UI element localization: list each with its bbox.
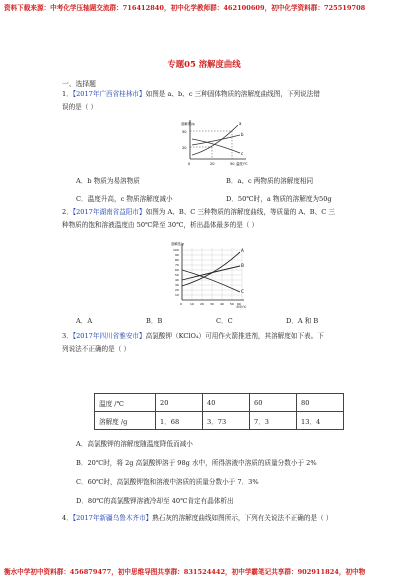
question-3-option-b: B．20℃时，将 2g 高氯酸钾溶于 98g 水中，所得溶液中溶质的质量分数小于 2% bbox=[76, 459, 317, 467]
curve-a-label: a bbox=[239, 121, 242, 126]
question-4 bbox=[62, 512, 362, 525]
q2-x-tick: 60 bbox=[237, 302, 241, 306]
table-cell: 80 bbox=[297, 394, 344, 412]
question-3-option-a: A．高氯酸钾的溶解度随温度降低而减小 bbox=[76, 440, 193, 448]
question-2-option-d: D．A 和 B bbox=[286, 317, 319, 325]
solubility-table bbox=[94, 393, 344, 430]
question-3-text-line1: 高氯酸钾（KClO₄）可用作火箭推进剂，其溶解度如下表。下 bbox=[145, 332, 324, 340]
curve-A-label: A bbox=[241, 248, 244, 253]
question-1-option-c: C．温度升高，c 物质溶解度减小 bbox=[76, 195, 173, 203]
q1-y-tick-20: 20 bbox=[182, 146, 187, 150]
q1-x-tick-50: 50 bbox=[230, 162, 235, 166]
question-2-option-c: C．C bbox=[216, 317, 233, 325]
q2-y-tick: 70 bbox=[175, 263, 179, 267]
table-row-label: 温度 /℃ bbox=[95, 394, 156, 412]
question-1-number: 1． bbox=[62, 90, 73, 98]
table-cell: 40 bbox=[203, 394, 250, 412]
curve-c bbox=[192, 139, 240, 153]
table-cell: 13．4 bbox=[297, 412, 344, 430]
table-cell: 20 bbox=[156, 394, 203, 412]
question-1-option-b: B．a、c 两物质的溶解度相同 bbox=[226, 177, 314, 185]
q2-x-axis-label: 温度/℃ bbox=[236, 305, 247, 308]
q2-x-tick: 10 bbox=[190, 302, 194, 306]
question-1-solubility-graph bbox=[180, 117, 250, 167]
q2-y-tick: 20 bbox=[175, 288, 179, 292]
q1-y-axis-label: 溶解度/g bbox=[181, 122, 195, 126]
question-3-option-d: D．80℃的高氯酸钾溶液冷却至 40℃肯定有晶体析出 bbox=[76, 497, 234, 505]
q2-y-tick: 60 bbox=[175, 268, 179, 272]
q2-y-tick: 90 bbox=[175, 253, 179, 257]
question-1 bbox=[62, 88, 362, 114]
question-4-number: 4． bbox=[62, 514, 73, 522]
page-title: 专题05 溶解度曲线 bbox=[167, 59, 241, 69]
question-2-solubility-graph bbox=[170, 240, 250, 308]
question-2-option-a: A．A bbox=[76, 317, 93, 325]
q1-x-tick-0: 0 bbox=[188, 162, 191, 166]
question-4-text: 熟石灰的溶解度曲线如图所示，下列有关说法不正确的是（ ） bbox=[152, 514, 333, 522]
table-row bbox=[95, 394, 344, 412]
q2-y-tick: 50 bbox=[175, 273, 179, 277]
question-2-text-line1: 如图为 A、B、C 三种物质的溶解度曲线，等质量的 A、B、C 三 bbox=[145, 208, 335, 216]
question-2 bbox=[62, 206, 362, 232]
curve-b-label: b bbox=[241, 132, 244, 137]
question-3-number: 3． bbox=[62, 332, 73, 340]
table-row-label: 溶解度 /g bbox=[95, 412, 156, 430]
q2-x-tick: 40 bbox=[220, 302, 224, 306]
q2-y-tick: 30 bbox=[175, 283, 179, 287]
table-row bbox=[95, 412, 344, 430]
question-3-text-line2: 列说法不正确的是（ ） bbox=[62, 345, 131, 353]
question-3 bbox=[62, 330, 362, 356]
table-cell: 1．68 bbox=[156, 412, 203, 430]
curve-A bbox=[182, 252, 240, 286]
q2-y-tick: 80 bbox=[175, 258, 179, 262]
question-3-source-link[interactable]: 【2017年四川省雅安市】 bbox=[72, 332, 146, 340]
q1-x-tick-20: 20 bbox=[210, 162, 215, 166]
question-4-source-link[interactable]: 【2017年新疆乌鲁木齐市】 bbox=[72, 514, 153, 522]
question-1-text-line2: 误的是（ ） bbox=[62, 103, 98, 111]
q2-x-tick: 0 bbox=[180, 302, 182, 306]
question-1-source-link[interactable]: 【2017年广西省桂林市】 bbox=[72, 90, 146, 98]
question-3-option-c: C．60℃时，高氯酸钾饱和溶液中溶质的质量分数小于 7．3% bbox=[76, 478, 259, 486]
q2-y-tick: 10 bbox=[175, 293, 179, 297]
q2-x-tick: 50 bbox=[230, 302, 234, 306]
table-cell: 60 bbox=[250, 394, 297, 412]
q1-y-tick-50: 50 bbox=[182, 130, 187, 134]
table-cell: 3．73 bbox=[203, 412, 250, 430]
table-cell: 7．3 bbox=[250, 412, 297, 430]
question-2-text-line2: 种物质的饱和溶液温度由 50℃降至 30℃，析出晶体最多的是（ ） bbox=[62, 221, 259, 229]
q2-x-tick: 20 bbox=[200, 302, 204, 306]
curve-B-label: B bbox=[241, 263, 244, 268]
q1-x-axis-label: 温度/℃ bbox=[236, 162, 248, 166]
q2-y-axis-label: 溶解度/g bbox=[171, 242, 184, 246]
question-2-number: 2． bbox=[62, 208, 73, 216]
question-1-option-d: D．50℃时，a 物质的溶解度为50g bbox=[226, 195, 332, 203]
curve-c-label: c bbox=[241, 151, 244, 156]
footer-banner: 衡水中学初中资料群：456879477，初中思维导图共享群：831524442，初中学霸笔记共享群：902911824，初中物 bbox=[4, 568, 366, 576]
question-1-option-a: A．b 物质为易溶物质 bbox=[76, 177, 140, 185]
question-2-option-b: B．B bbox=[146, 317, 163, 325]
section-heading: 一、选择题 bbox=[62, 80, 96, 88]
question-2-source-link[interactable]: 【2017年湖南省益阳市】 bbox=[72, 208, 146, 216]
header-banner: 资料下载来源：中考化学压轴题交流群：716412840，初中化学教师群：462100609，初中化学资料群：725519708 bbox=[4, 4, 366, 12]
q2-y-tick: 100 bbox=[173, 248, 179, 252]
curve-C-label: C bbox=[241, 289, 244, 294]
q2-y-tick: 40 bbox=[175, 278, 179, 282]
question-1-text-line1: 如图是 a、b、c 三种固体物质的溶解度曲线图，下列说法错 bbox=[145, 90, 320, 98]
q2-x-tick: 30 bbox=[210, 302, 214, 306]
